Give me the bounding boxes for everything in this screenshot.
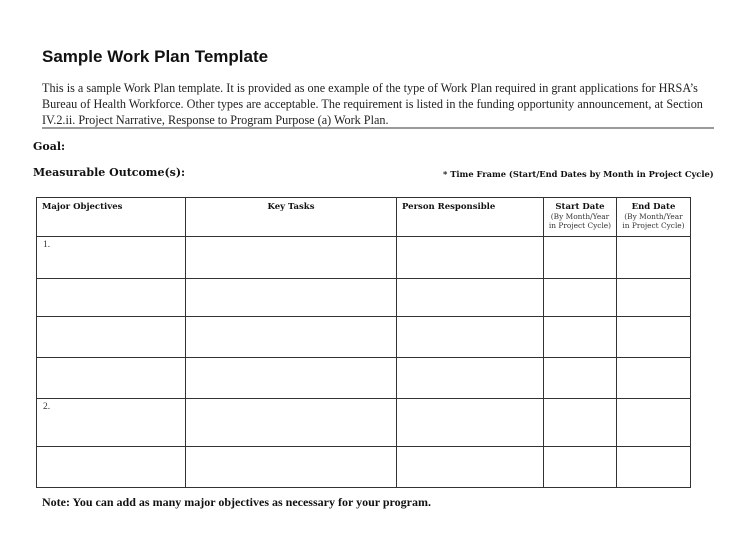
table-header-row <box>37 198 691 237</box>
table-row <box>37 447 691 488</box>
key-tasks-cell[interactable] <box>186 447 397 488</box>
objective-number <box>37 358 185 361</box>
end-date-sub: in Project Cycle) <box>622 221 685 230</box>
key-tasks-cell[interactable] <box>186 358 397 399</box>
table-row <box>37 317 691 358</box>
start-date-cell[interactable] <box>544 279 617 317</box>
header-person-responsible: Person Responsible <box>397 198 544 237</box>
key-tasks-cell[interactable] <box>186 237 397 279</box>
footer-note: Note: You can add as many major objectives as necessary for your program. <box>42 495 431 509</box>
header-major-objectives: Major Objectives <box>37 198 186 237</box>
intro-paragraph <box>42 80 712 128</box>
start-date-sub: in Project Cycle) <box>548 221 612 230</box>
document-title: Sample Work Plan Template <box>42 47 269 66</box>
end-date-cell[interactable] <box>617 237 691 279</box>
objective-cell[interactable] <box>37 447 186 488</box>
objective-number <box>37 447 185 450</box>
measurable-outcome-label: Measurable Outcome(s): <box>33 166 186 179</box>
key-tasks-cell[interactable] <box>186 279 397 317</box>
objective-number: 2. <box>43 402 51 412</box>
objective-cell[interactable] <box>37 358 186 399</box>
table-row <box>37 237 691 279</box>
person-cell[interactable] <box>397 447 544 488</box>
start-date-sub: (By Month/Year <box>550 212 610 221</box>
intro-line: This is a sample Work Plan template. It is provided as one example of the type of Work Plan required in grant applications for HRSA’s <box>42 81 698 95</box>
end-date-title: End Date <box>631 202 676 212</box>
table-row <box>37 279 691 317</box>
start-date-cell[interactable] <box>544 317 617 358</box>
person-cell[interactable] <box>397 358 544 399</box>
table-row <box>37 399 691 447</box>
objective-number: 1. <box>43 240 51 250</box>
person-cell[interactable] <box>397 317 544 358</box>
objective-cell[interactable] <box>37 399 186 447</box>
person-cell[interactable] <box>397 237 544 279</box>
objective-cell[interactable] <box>37 237 186 279</box>
end-date-cell[interactable] <box>617 399 691 447</box>
end-date-cell[interactable] <box>617 447 691 488</box>
key-tasks-cell[interactable] <box>186 317 397 358</box>
objective-number <box>37 317 185 320</box>
intro-line: Bureau of Health Workforce. Other types are acceptable. The requirement is listed in the funding opportunity announcement, at Section <box>42 97 703 111</box>
goal-label: Goal: <box>33 140 66 153</box>
table-row <box>37 358 691 399</box>
header-key-tasks: Key Tasks <box>186 198 397 237</box>
start-date-cell[interactable] <box>544 358 617 399</box>
end-date-sub: (By Month/Year <box>624 212 683 221</box>
intro-line: IV.2.ii. Project Narrative, Response to Program Purpose (a) Work Plan. <box>42 113 389 127</box>
objective-cell[interactable] <box>37 279 186 317</box>
work-plan-table <box>36 197 691 488</box>
person-cell[interactable] <box>397 399 544 447</box>
end-date-cell[interactable] <box>617 317 691 358</box>
start-date-cell[interactable] <box>544 237 617 279</box>
header-end-date <box>617 198 691 237</box>
start-date-cell[interactable] <box>544 447 617 488</box>
start-date-cell[interactable] <box>544 399 617 447</box>
header-start-date <box>544 198 617 237</box>
start-date-title: Start Date <box>555 202 605 212</box>
key-tasks-cell[interactable] <box>186 399 397 447</box>
person-cell[interactable] <box>397 279 544 317</box>
horizontal-divider <box>42 127 714 129</box>
end-date-cell[interactable] <box>617 358 691 399</box>
end-date-cell[interactable] <box>617 279 691 317</box>
objective-number <box>37 279 185 282</box>
timeframe-note: * Time Frame (Start/End Dates by Month in Project Cycle) <box>443 169 714 179</box>
objective-cell[interactable] <box>37 317 186 358</box>
